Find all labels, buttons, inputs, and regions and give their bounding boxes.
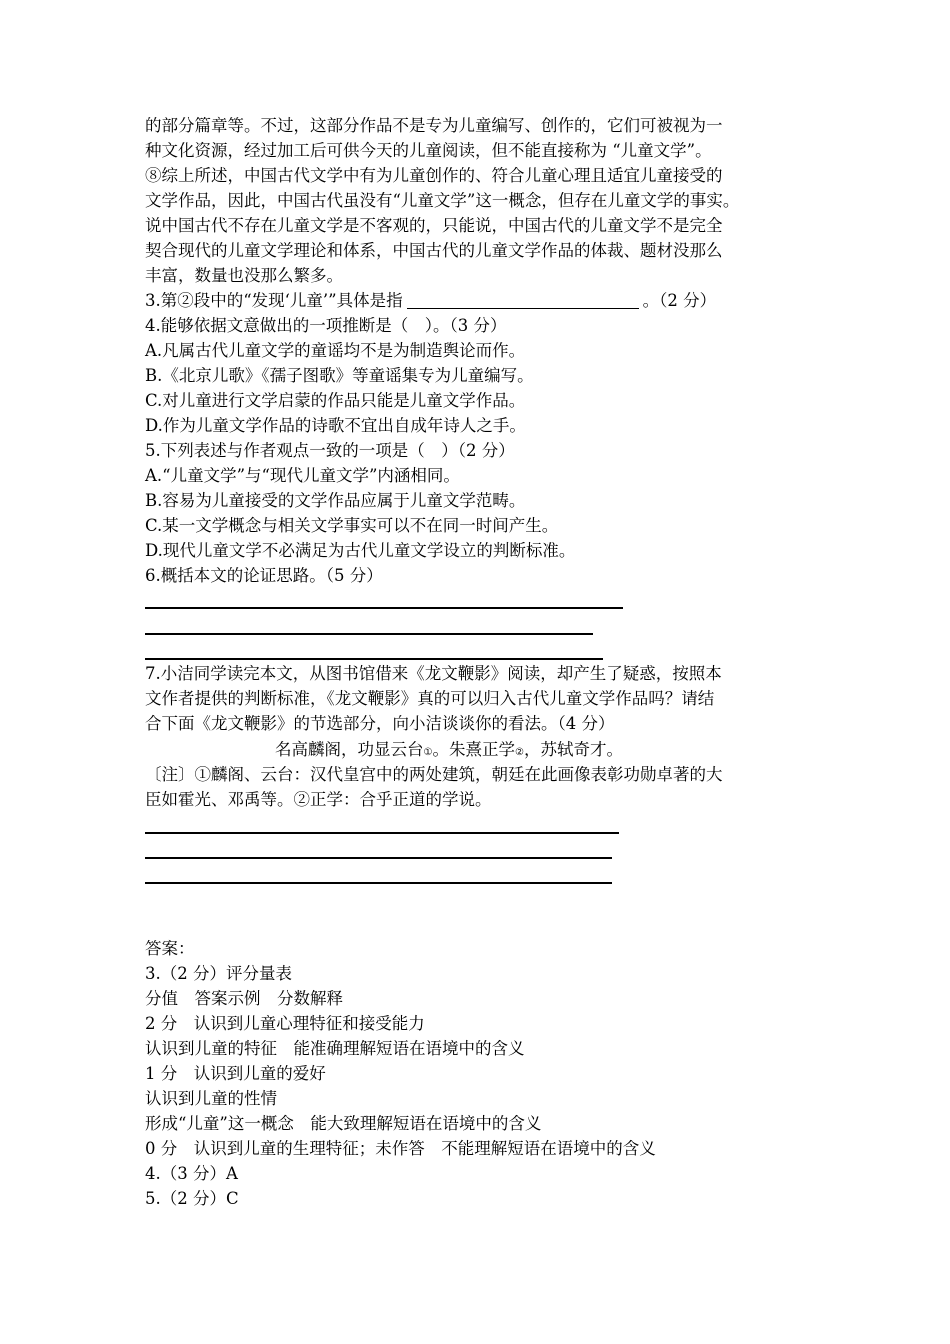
- question-3-suffix: 。（2 分）: [642, 291, 717, 310]
- answer-blank[interactable]: [407, 291, 639, 309]
- question-6-stem: 6.概括本文的论证思路。（5 分）: [145, 566, 383, 585]
- footnote-marker: ②: [514, 747, 524, 758]
- question-3: [145, 289, 716, 313]
- rubric-row: 认识到儿童的特征 能准确理解短语在语境中的含义: [145, 1039, 525, 1058]
- question-7-line: 7.小洁同学读完本文，从图书馆借来《龙文鞭影》阅读，却产生了疑惑，按照本: [145, 664, 722, 683]
- question-5-option-b: B.容易为儿童接受的文学作品应属于儿童文学范畴。: [145, 491, 526, 510]
- question-3-prefix: 3.第②段中的“发现‘儿童’”具体是指: [145, 291, 403, 310]
- passage-line: 说中国古代不存在儿童文学是不客观的，只能说，中国古代的儿童文学不是完全: [145, 216, 723, 235]
- quote-text: ，苏轼奇才。: [523, 740, 623, 759]
- answer-line[interactable]: [145, 607, 623, 609]
- quote-text: 。朱熹正学: [432, 740, 515, 759]
- question-7-quote: [275, 738, 623, 765]
- rubric-row: 0 分 认识到儿童的生理特征；未作答 不能理解短语在语境中的含义: [145, 1139, 656, 1158]
- answers-heading: 答案：: [145, 939, 195, 958]
- question-7-note: 〔注〕①麟阁、云台：汉代皇宫中的两处建筑，朝廷在此画像表彰功勋卓著的大: [145, 765, 723, 784]
- rubric-row: 2 分 认识到儿童心理特征和接受能力: [145, 1014, 425, 1033]
- question-7-note: 臣如霍光、邓禹等。②正学：合乎正道的学说。: [145, 790, 492, 809]
- answer-line[interactable]: [145, 633, 593, 635]
- rubric-row: 形成“儿童”这一概念 能大致理解短语在语境中的含义: [145, 1114, 542, 1133]
- question-7-line: 合下面《龙文鞭影》的节选部分，向小洁谈谈你的看法。（4 分）: [145, 714, 615, 733]
- question-5-option-d: D.现代儿童文学不必满足为古代儿童文学设立的判断标准。: [145, 541, 576, 560]
- answer-5: 5.（2 分）C: [145, 1189, 239, 1208]
- answer-line[interactable]: [145, 832, 619, 834]
- answer-4: 4.（3 分）A: [145, 1164, 238, 1183]
- rubric-row: 认识到儿童的性情: [145, 1089, 277, 1108]
- question-4-option-d: D.作为儿童文学作品的诗歌不宜出自成年诗人之手。: [145, 416, 526, 435]
- question-7-line: 文作者提供的判断标准，《龙文鞭影》真的可以归入古代儿童文学作品吗？请结: [145, 689, 715, 708]
- passage-line: 文学作品，因此，中国古代虽没有“儿童文学”这一概念，但存在儿童文学的事实。: [145, 191, 740, 210]
- question-5-option-c: C.某一文学概念与相关文学事实可以不在同一时间产生。: [145, 516, 559, 535]
- answer-3-title: 3.（2 分）评分量表: [145, 964, 292, 983]
- question-4-option-b: B.《北京儿歌》《孺子图歌》等童谣集专为儿童编写。: [145, 366, 534, 385]
- rubric-row: 1 分 认识到儿童的爱好: [145, 1064, 326, 1083]
- answer-line[interactable]: [145, 658, 603, 660]
- passage-line: 丰富，数量也没那么繁多。: [145, 266, 343, 285]
- question-4-stem: 4.能够依据文意做出的一项推断是（ ）。（3 分）: [145, 316, 507, 335]
- question-4-option-a: A.凡属古代儿童文学的童谣均不是为制造舆论而作。: [145, 341, 526, 360]
- answer-line[interactable]: [145, 882, 612, 884]
- question-5-stem: 5.下列表述与作者观点一致的一项是（ ）（2 分）: [145, 441, 515, 460]
- footnote-marker: ①: [423, 747, 433, 758]
- question-5-option-a: A.“儿童文学”与“现代儿童文学”内涵相同。: [145, 466, 460, 485]
- answer-line[interactable]: [145, 857, 612, 859]
- rubric-header: 分值 答案示例 分数解释: [145, 989, 343, 1008]
- passage-line: 的部分篇章等。不过，这部分作品不是专为儿童编写、创作的，它们可被视为一: [145, 116, 723, 135]
- passage-line: 契合现代的儿童文学理论和体系，中国古代的儿童文学作品的体裁、题材没那么: [145, 241, 723, 260]
- question-4-option-c: C.对儿童进行文学启蒙的作品只能是儿童文学作品。: [145, 391, 526, 410]
- passage-line: 种文化资源，经过加工后可供今天的儿童阅读，但不能直接称为 “儿童文学”。: [145, 141, 712, 160]
- passage-line: ⑧综上所述，中国古代文学中有为儿童创作的、符合儿童心理且适宜儿童接受的: [145, 166, 723, 185]
- quote-text: 名高麟阁，功显云台: [275, 740, 424, 759]
